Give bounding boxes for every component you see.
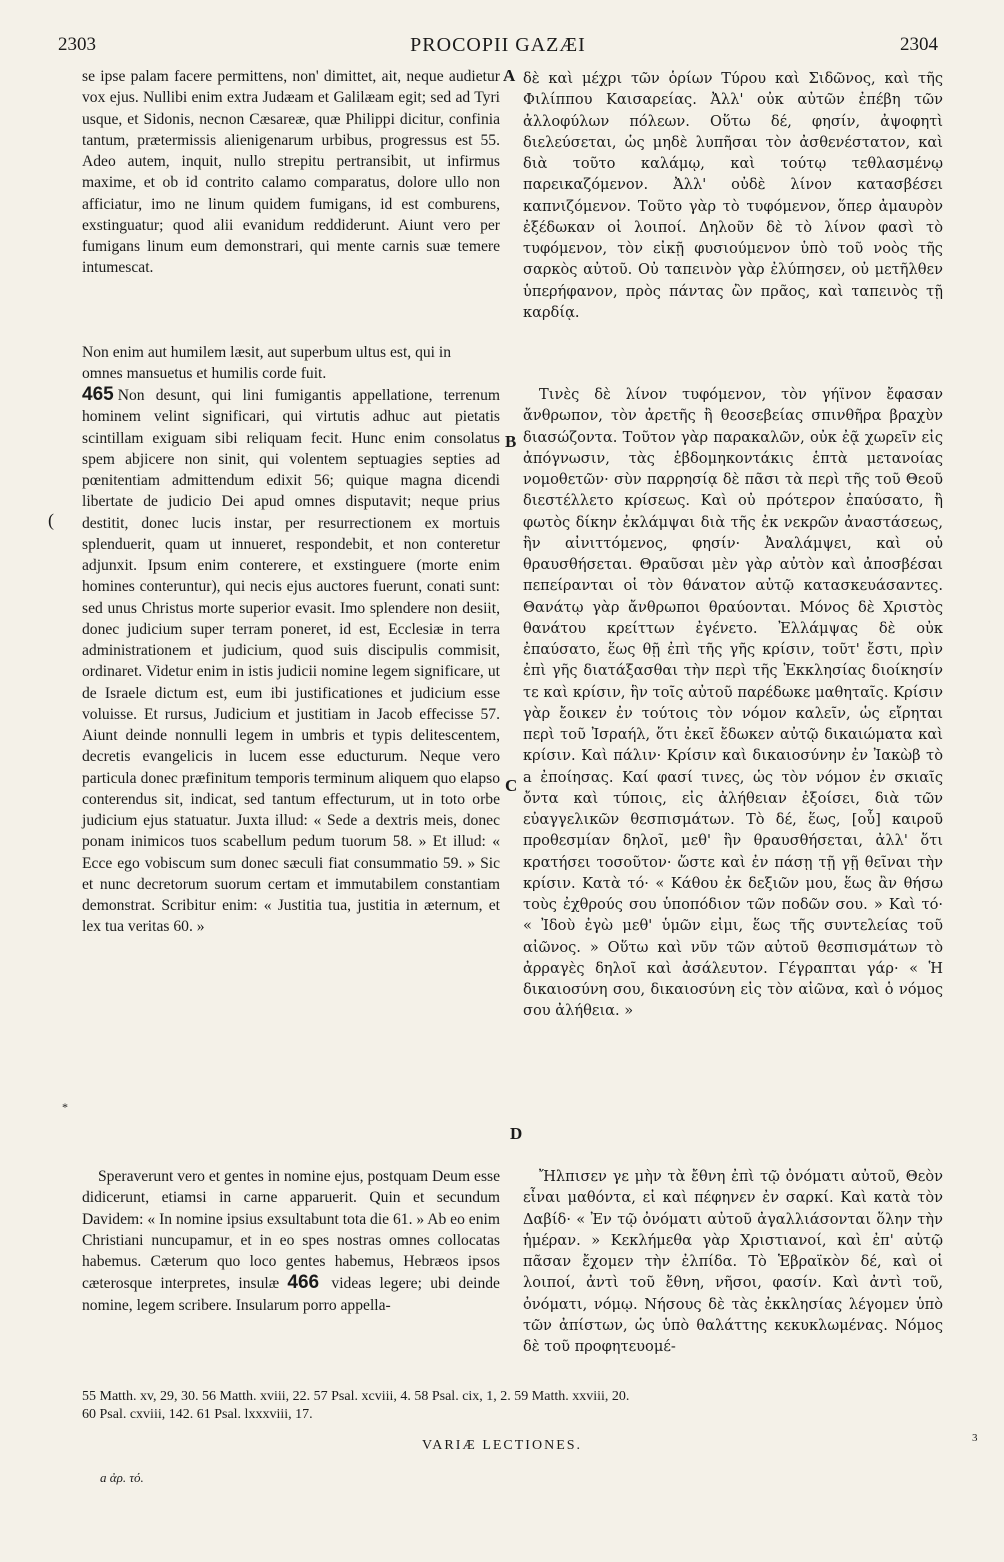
margin-marker-d: D — [510, 1124, 523, 1143]
latin-column-block-1 — [82, 66, 500, 279]
variae-lectiones-note: a ἀρ. τό. — [100, 1470, 144, 1485]
latin-paragraph-3 — [82, 1166, 500, 1316]
greek-column-block-1 — [523, 68, 943, 323]
greek-column-block-3 — [523, 1166, 943, 1357]
margin-right-mark: 3 — [972, 1432, 978, 1444]
column-number-466: 466 — [287, 1272, 320, 1294]
greek-paragraph-3: Ἤλπισεν γε μὴν τὰ ἔθνη ἐπὶ τῷ ὀνόματι αὐτοῦ, Θεὸν εἶναι μαθόντα, εἰ καὶ πέφηνεν ἐν σαρκί. Καὶ κατὰ τὸν Δαβίδ· « Ἐν τῷ ὀνόματι αὐτοῦ ἀγαλλιάσονται ὅλην τὴν ἡμέραν. » Κεκλήμεθα γὰρ Χριστιανοί, καὶ ἐπ' αὐτῷ πᾶσαν ἔχομεν τὴν ἐλπίδα. Τὸ Ἑβραϊκὸν δέ, καὶ οἱ λοιποί, ἀντὶ τοῦ ἔθνη, νῆσοι, φασίν. Καὶ ἀντὶ τοῦ, ὀνόματι, νόμῳ. Νήσους δὲ τὰς ἐκκλησίας λέγομεν ὑπὸ τῶν ἀπίστων, ὡς ὑπὸ θαλάττης κεκυκλωμένας. Νόμος δὲ τοῦ προφητευομέ- — [523, 1168, 943, 1355]
bridge-line — [82, 342, 943, 384]
latin-column-block-3 — [82, 1166, 500, 1316]
greek-column-block-2 — [523, 384, 943, 1022]
greek-paragraph-2: Τινὲς δὲ λίνον τυφόμενον, τὸν γήϊνον ἔφασαν ἄνθρωπον, τὸν ἀρετῆς ἢ θεοσεβείας σπινθῆρα βραχὺν διασώζοντα. Τοῦτον γὰρ παρακαλῶν, οὐκ ἐᾷ χωρεῖν εἰς ἀπόγνωσιν, τὰς ἑβδομηκοντάκις ἑπτὰ μετανοίας νομοθετῶν· σὺν παρρησίᾳ δὲ πᾶσι τὰ περὶ τῆς τοῦ Θεοῦ διεστέλλετο κρίσεως. Καὶ οὐ πρότερον ἐπαύσατο, ἢ φωτὸς δίκην ἐκλάμψαι διὰ τῆς ἐκ νεκρῶν ἀναστάσεως, ἣν αἰνιττόμενος, φησίν· Ἀναλάμψει, καὶ οὐ θραυσθήσεται. Θραῦσαι μὲν γὰρ αὐτὸν καὶ ἀποσβέσαι πεπείρανται οἱ τὸν θάνατον αὐτῷ κατασκευάσαντες. Θανάτῳ γὰρ ἄνθρωποι θραύονται. Μόνος δὲ Χριστὸς θανάτου κρείττων ἐγένετο. Ἐλλάμψας δὲ οὐκ ἐπαύσατο, ἕως θῇ ἐπὶ τῆς γῆς κρίσιν, τοῦτ' ἔστι, πρὶν ἐπὶ γῆς διατάξασθαι τὴν περὶ τῆς Ἐκκλησίας διοίκησίν τε καὶ κρίσιν, ἣν τοῖς αὐτοῦ παρέδωκε μαθηταῖς. Κρίσιν γὰρ ἔοικεν ἐν τούτοις τὸν νόμον καλεῖν, ὡς εἴρηται περὶ τοῦ Ἰσραήλ, ὅτι ἐκεῖ ἔδωκεν αὐτῷ δικαιώματα καὶ κρίσιν. Καὶ πάλιν· Κρίσιν καὶ δικαιοσύνην ἐν Ἰακὼβ τὸ a ἐποίησας. Καί φασί τινες, ὡς τὸν νόμον ἐν σκιαῖς ὄντα καὶ τύποις, εἰς ἀλήθειαν ἐξοίσει, διὰ τῶν εὐαγγελικῶν θεσπισμάτων. Τὸ δέ, ἕως, [οὗ] καιροῦ προθεσμίαν δηλοῖ, μεθ' ἣν θραυσθήσεται, ἀλλ' ὅτι κρατήσει τοσοῦτον· ὥστε καὶ ἐν πάσῃ τῇ γῇ θεῖναι τὴν κρίσιν. Κατὰ τό· « Κάθου ἐκ δεξιῶν μου, ἕως ἂν θήσω τοὺς ἐχθρούς σου ὑποπόδιον τῶν ποδῶν σου. » Καὶ τό· « Ἰδοὺ ἐγὼ μεθ' ὑμῶν εἰμι, ἕως τῆς συντελείας τοῦ αἰῶνος. » Οὕτω καὶ νῦν τῶν αὐτοῦ θεσπισμάτων τὸ ἀρραγὲς δηλοῖ καὶ ἀσάλευτον. Γέγραπται γάρ· « Ἡ δικαιοσύνη σου, δικαιοσύνη εἰς τὸν αἰῶνα, καὶ ὁ νόμος σου ἀλήθεια. » — [523, 386, 943, 1020]
latin-paragraph-1-end: omnes mansuetus et humilis corde fuit. — [82, 365, 327, 382]
footnote-line-1: 55 Matth. xv, 29, 30. 56 Matth. xviii, 22. 57 Psal. xcviii, 4. 58 Psal. cix, 1, 2. 59 Matth. xxviii, 20. — [82, 1389, 630, 1404]
margin-marker-b: B — [505, 432, 517, 451]
running-header — [58, 34, 938, 64]
latin-paragraph-3-post: videas legere; ubi deinde nomine, legem scribere. Insularum porro appella- — [82, 1275, 500, 1314]
latin-paragraph-1: se ipse palam facere permittens, non' dimittet, ait, neque audietur vox ejus. Nullibi enim extra Judæam et Galilæam egit; sed ad Tyri usque, et Sidonis, necnon Cæsareæ, quæ Philippi dicitur, confinia tantum, prætermissis alienigenarum urbibus, progressus est 55. Adeo autem, inquit, nullo strepitu pertransibit, ut infirmus maxime, et ob id contrito calamo comparatus, dolore ullo non afficiatur, imo ne linum quidem fumigans, id est comburens, exstinguatur; quod alii evanidum reddiderunt. Aiunt vero per fumigans linum eum demonstrari, qui mente carnis suæ temere intumescat. — [82, 68, 500, 277]
latin-paragraph-2-text: Non desunt, qui lini fumigantis appellatione, terrenum hominem velint significari, qui virtutis adhuc aut pietatis scintillam exiguam sibi reliquam fecit. Hunc enim consolatus spem abjicere non sinit, qui volentem septuagies septies ad pœnitentiam admittendum edixit 56; quique magna dicendi libertate de judicio Dei apud omnes disputavit; neque prius destitit, donec lucis instar, per resurrectionem ex mortuis splenduerit, quam ut innueret, respondebit, et non conteretur adjunxit. Ipsum enim conterere, et exstinguere (morte enim homines conteruntur), qui necis ejus auctores fuerunt, conati sunt: sed unus Christus morte superior evasit. Imo splendere non desiit, donec judicium super terram poneret, id est, Ecclesiæ in terra administrationem et judicium, quod suis discipulis commisit, ordinaret. Videtur enim in istis judicii nomine legem significare, ut de Israele dictum est, eum ibi justificationes et judicium esse voluisse. Et rursus, Judicium et justitiam in Jacob effecisse 57. Aiunt deinde nonnulli legem in umbris et typis delitescentem, decretis evangelicis in lucem esse educturum. Neque vero particula donec præfinitum temporis terminum aliquem quo elapso conterendus sit, indicat, sed tantum effecturum, ut in toto orbe judicium ejus statuatur. Juxta illud: « Sede a dextris meis, donec ponam inimicos tuos scabellum pedum tuorum 58. » Et illud: « Ecce ego vobiscum sum donec sæculi fiat consummatio 59. » Sic et nunc decretorum suorum certam et immutabilem constantiam demonstrat. Scribitur enim: « Justitia tua, justitia in æternum, et lex tua veritas 60. » — [82, 387, 500, 936]
latin-column-block-2 — [82, 384, 500, 938]
latin-paragraph-3-pre: Speraverunt vero et gentes in nomine ejus, postquam Deum esse didicerunt, etiamsi in carne apparuerit. Quin et secundum Davidem: « In nomine ipsius exsultabunt tota die 61. » Ab eo enim Christiani nuncupamur, et in eo spes nostras omnes collocatas habemus. Cæterum quo loco gentes habemus, Hebræos ipsos cæterosque interpretes, insulæ — [82, 1168, 500, 1293]
margin-marker-a: A — [503, 66, 516, 85]
margin-bracket: ( — [48, 510, 54, 530]
page-number-left: 2303 — [58, 34, 96, 55]
bridge-greek-tail: aut humilem læsit, aut superbum ultus est, qui in — [147, 344, 452, 361]
margin-asterisk: * — [62, 1100, 68, 1114]
footnote-line-2: 60 Psal. cxviii, 142. 61 Psal. lxxxviii, 17. — [82, 1407, 313, 1422]
latin-paragraph-2 — [82, 384, 500, 938]
bridge-latin: Non enim — [82, 344, 144, 361]
column-number-465: 465 — [82, 384, 114, 405]
variae-lectiones-heading: VARIÆ LECTIONES. — [421, 1438, 583, 1453]
page-number-right: 2304 — [900, 34, 938, 55]
running-title: PROCOPII GAZÆI — [410, 34, 586, 56]
greek-paragraph-1: δὲ καὶ μέχρι τῶν ὁρίων Τύρου καὶ Σιδῶνος, καὶ τῆς Φιλίππου Καισαρείας. Ἀλλ' οὐκ αὐτῶν ἐπέβη τῶν ἀλλοφύλων πόλεων. Οὕτω δέ, φησίν, ἀψοφητὶ διελεύσεται, ὡς μηδὲ λυπῆσαι τὸν ἀσθενέστατον, καὶ διὰ τοῦτο καλάμῳ, καὶ τούτῳ τεθλασμένῳ παρεικαζόμενον. Ἀλλ' οὐδὲ λίνον κατασβέσει καπνιζόμενον. Τοῦτο γὰρ τὸ τυφόμενον, ὅπερ ἀμαυρὸν ἐξέδωκαν οἱ λοιποί. Δηλοῦν δὲ τὸ λίνον φασὶ τὸ τυφόμενον, τὸν εἰκῇ φυσιούμενον ὑπὸ τοῦ νοὸς τῆς σαρκὸς αὐτοῦ. Οὐ ταπεινὸν γὰρ ἐλύπησεν, οὐ μετῆλθεν ὑπερήφανον, πρὸς πάντας ὢν πρᾶος, καὶ ταπεινὸς τῇ καρδίᾳ. — [523, 70, 943, 321]
footnotes — [82, 1388, 952, 1424]
margin-marker-c: C — [505, 776, 518, 795]
